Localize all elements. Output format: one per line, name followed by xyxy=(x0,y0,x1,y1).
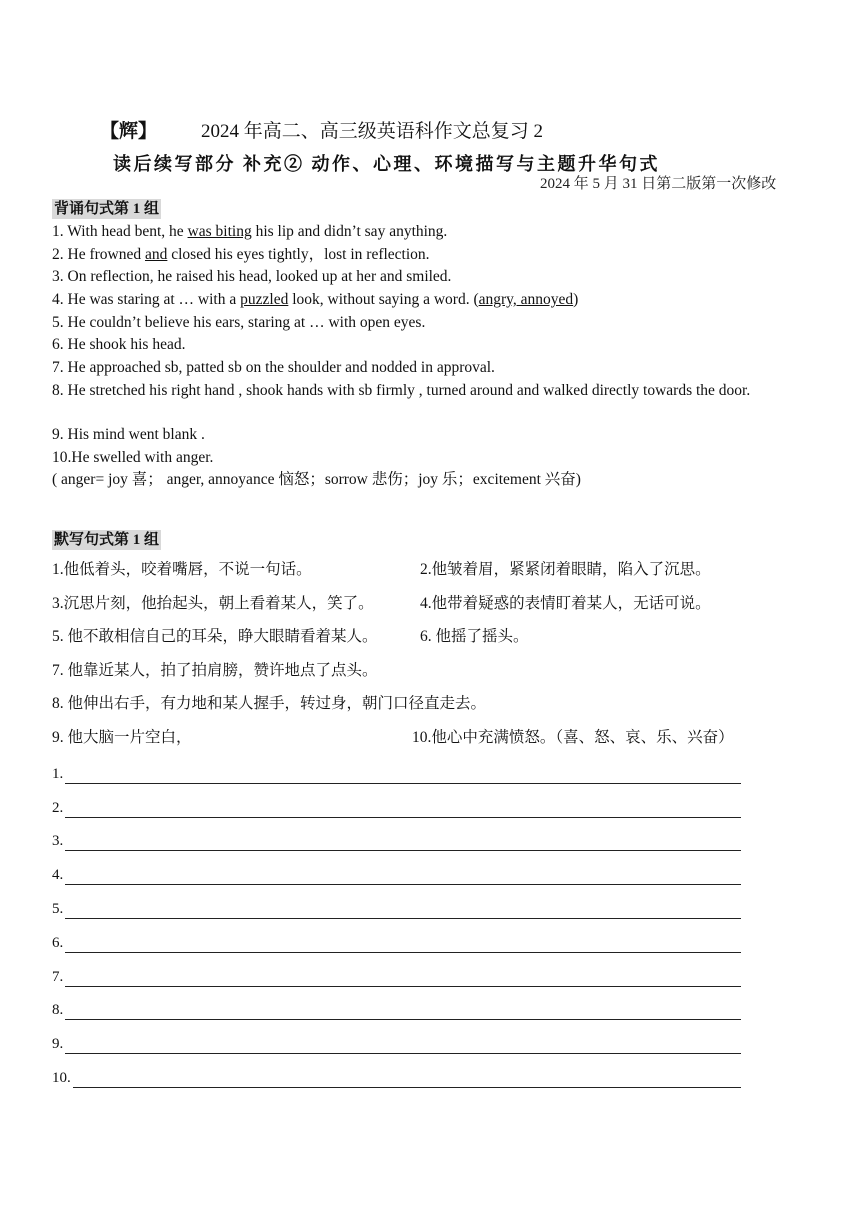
answer-rule xyxy=(65,836,741,851)
answer-line-number: 10. xyxy=(52,1070,71,1086)
answer-line-5[interactable] xyxy=(52,899,741,919)
dictation-sentence-8: 8. 他伸出右手，有力地和某人握手，转过身，朝门口径直走去。 xyxy=(52,695,487,712)
answer-rule xyxy=(65,870,741,885)
recite-sentence-1 xyxy=(52,222,447,242)
document-title xyxy=(100,116,543,143)
text-part: 1. With head bent, he xyxy=(52,223,188,240)
answer-rule xyxy=(65,803,741,818)
answer-rule xyxy=(65,972,741,987)
underlined-phrase: angry, annoyed xyxy=(478,291,574,308)
answer-rule xyxy=(65,1005,741,1020)
answer-line-number: 7. xyxy=(52,969,64,985)
recite-sentence-5: 5. He couldn’t believe his ears, staring at … with open eyes. xyxy=(52,314,426,331)
text-part: look, without saying a word. ( xyxy=(288,291,479,308)
recite-sentence-8: 8. He stretched his right hand , shook hands with sb firmly , turned around and walked directly towards the door. xyxy=(52,382,751,399)
answer-line-number: 3. xyxy=(52,833,64,849)
answer-line-10[interactable] xyxy=(52,1068,741,1088)
dictation-sentence-5: 5. 他不敢相信自己的耳朵，睁大眼睛看着某人。 xyxy=(52,628,378,645)
title-text: 2024 年高二、高三级英语科作文总复习 2 xyxy=(201,121,544,142)
text-part: ) xyxy=(573,291,579,308)
dictation-sentence-9: 9. 他大脑一片空白， xyxy=(52,729,192,746)
section-label-dictation: 默写句式第 1 组 xyxy=(54,532,160,548)
recite-sentence-9: 9. His mind went blank . xyxy=(52,426,205,443)
recite-sentence-4 xyxy=(52,290,578,310)
answer-line-1[interactable] xyxy=(52,764,741,784)
dictation-sentence-7: 7. 他靠近某人，拍了拍肩膀，赞许地点了点头。 xyxy=(52,662,378,679)
answer-line-2[interactable] xyxy=(52,798,741,818)
answer-rule xyxy=(73,1073,741,1088)
dictation-sentence-10: 10.他心中充满愤怒。（喜、怒、哀、乐、兴奋） xyxy=(412,729,734,746)
recite-sentence-7: 7. He approached sb, patted sb on the shoulder and nodded in approval. xyxy=(52,359,495,376)
dictation-sentence-4: 4.他带着疑惑的表情盯着某人，无话可说。 xyxy=(420,595,711,612)
answer-line-9[interactable] xyxy=(52,1034,741,1054)
answer-line-7[interactable] xyxy=(52,967,741,987)
section-label-recite: 背诵句式第 1 组 xyxy=(54,201,160,217)
underlined-phrase: puzzled xyxy=(240,291,289,308)
answer-line-3[interactable] xyxy=(52,831,741,851)
answer-rule xyxy=(65,1039,741,1054)
recite-note: ( anger= joy 喜； anger, annoyance 恼怒；sorrow 悲伤；joy 乐；excitement 兴奋) xyxy=(52,471,581,488)
answer-line-number: 8. xyxy=(52,1002,64,1018)
underlined-phrase: and xyxy=(144,246,168,263)
answer-line-number: 9. xyxy=(52,1036,64,1052)
recite-sentence-3: 3. On reflection, he raised his head, looked up at her and smiled. xyxy=(52,268,452,285)
text-part: his lip and didn’t say anything. xyxy=(251,223,448,240)
recite-sentence-6: 6. He shook his head. xyxy=(52,336,186,353)
answer-rule xyxy=(65,904,741,919)
text-part: 2. He frowned xyxy=(52,246,145,263)
answer-line-number: 4. xyxy=(52,867,64,883)
dictation-sentence-6: 6. 他摇了摇头。 xyxy=(420,628,529,645)
answer-line-6[interactable] xyxy=(52,933,741,953)
answer-line-8[interactable] xyxy=(52,1000,741,1020)
answer-rule xyxy=(65,938,741,953)
text-part: closed his eyes tightly，lost in reflection. xyxy=(167,246,430,263)
answer-line-number: 5. xyxy=(52,901,64,917)
answer-line-number: 2. xyxy=(52,800,64,816)
revision-note: 2024 年 5 月 31 日第二版第一次修改 xyxy=(540,176,777,192)
dictation-sentence-2: 2.他皱着眉，紧紧闭着眼睛，陷入了沉思。 xyxy=(420,561,711,578)
underlined-phrase: was biting xyxy=(187,223,252,240)
brand-mark: 【辉】 xyxy=(100,121,158,142)
recite-sentence-10: 10.He swelled with anger. xyxy=(52,449,214,466)
answer-line-number: 1. xyxy=(52,766,64,782)
answer-line-4[interactable] xyxy=(52,865,741,885)
document-subtitle: 读后续写部分 补充② 动作、心理、环境描写与主题升华句式 xyxy=(113,154,660,174)
answer-rule xyxy=(65,769,741,784)
answer-line-number: 6. xyxy=(52,935,64,951)
text-part: 4. He was staring at … with a xyxy=(52,291,241,308)
dictation-sentence-1: 1.他低着头，咬着嘴唇，不说一句话。 xyxy=(52,561,312,578)
recite-sentence-2 xyxy=(52,245,430,265)
dictation-sentence-3: 3.沉思片刻，他抬起头，朝上看着某人，笑了。 xyxy=(52,595,374,612)
